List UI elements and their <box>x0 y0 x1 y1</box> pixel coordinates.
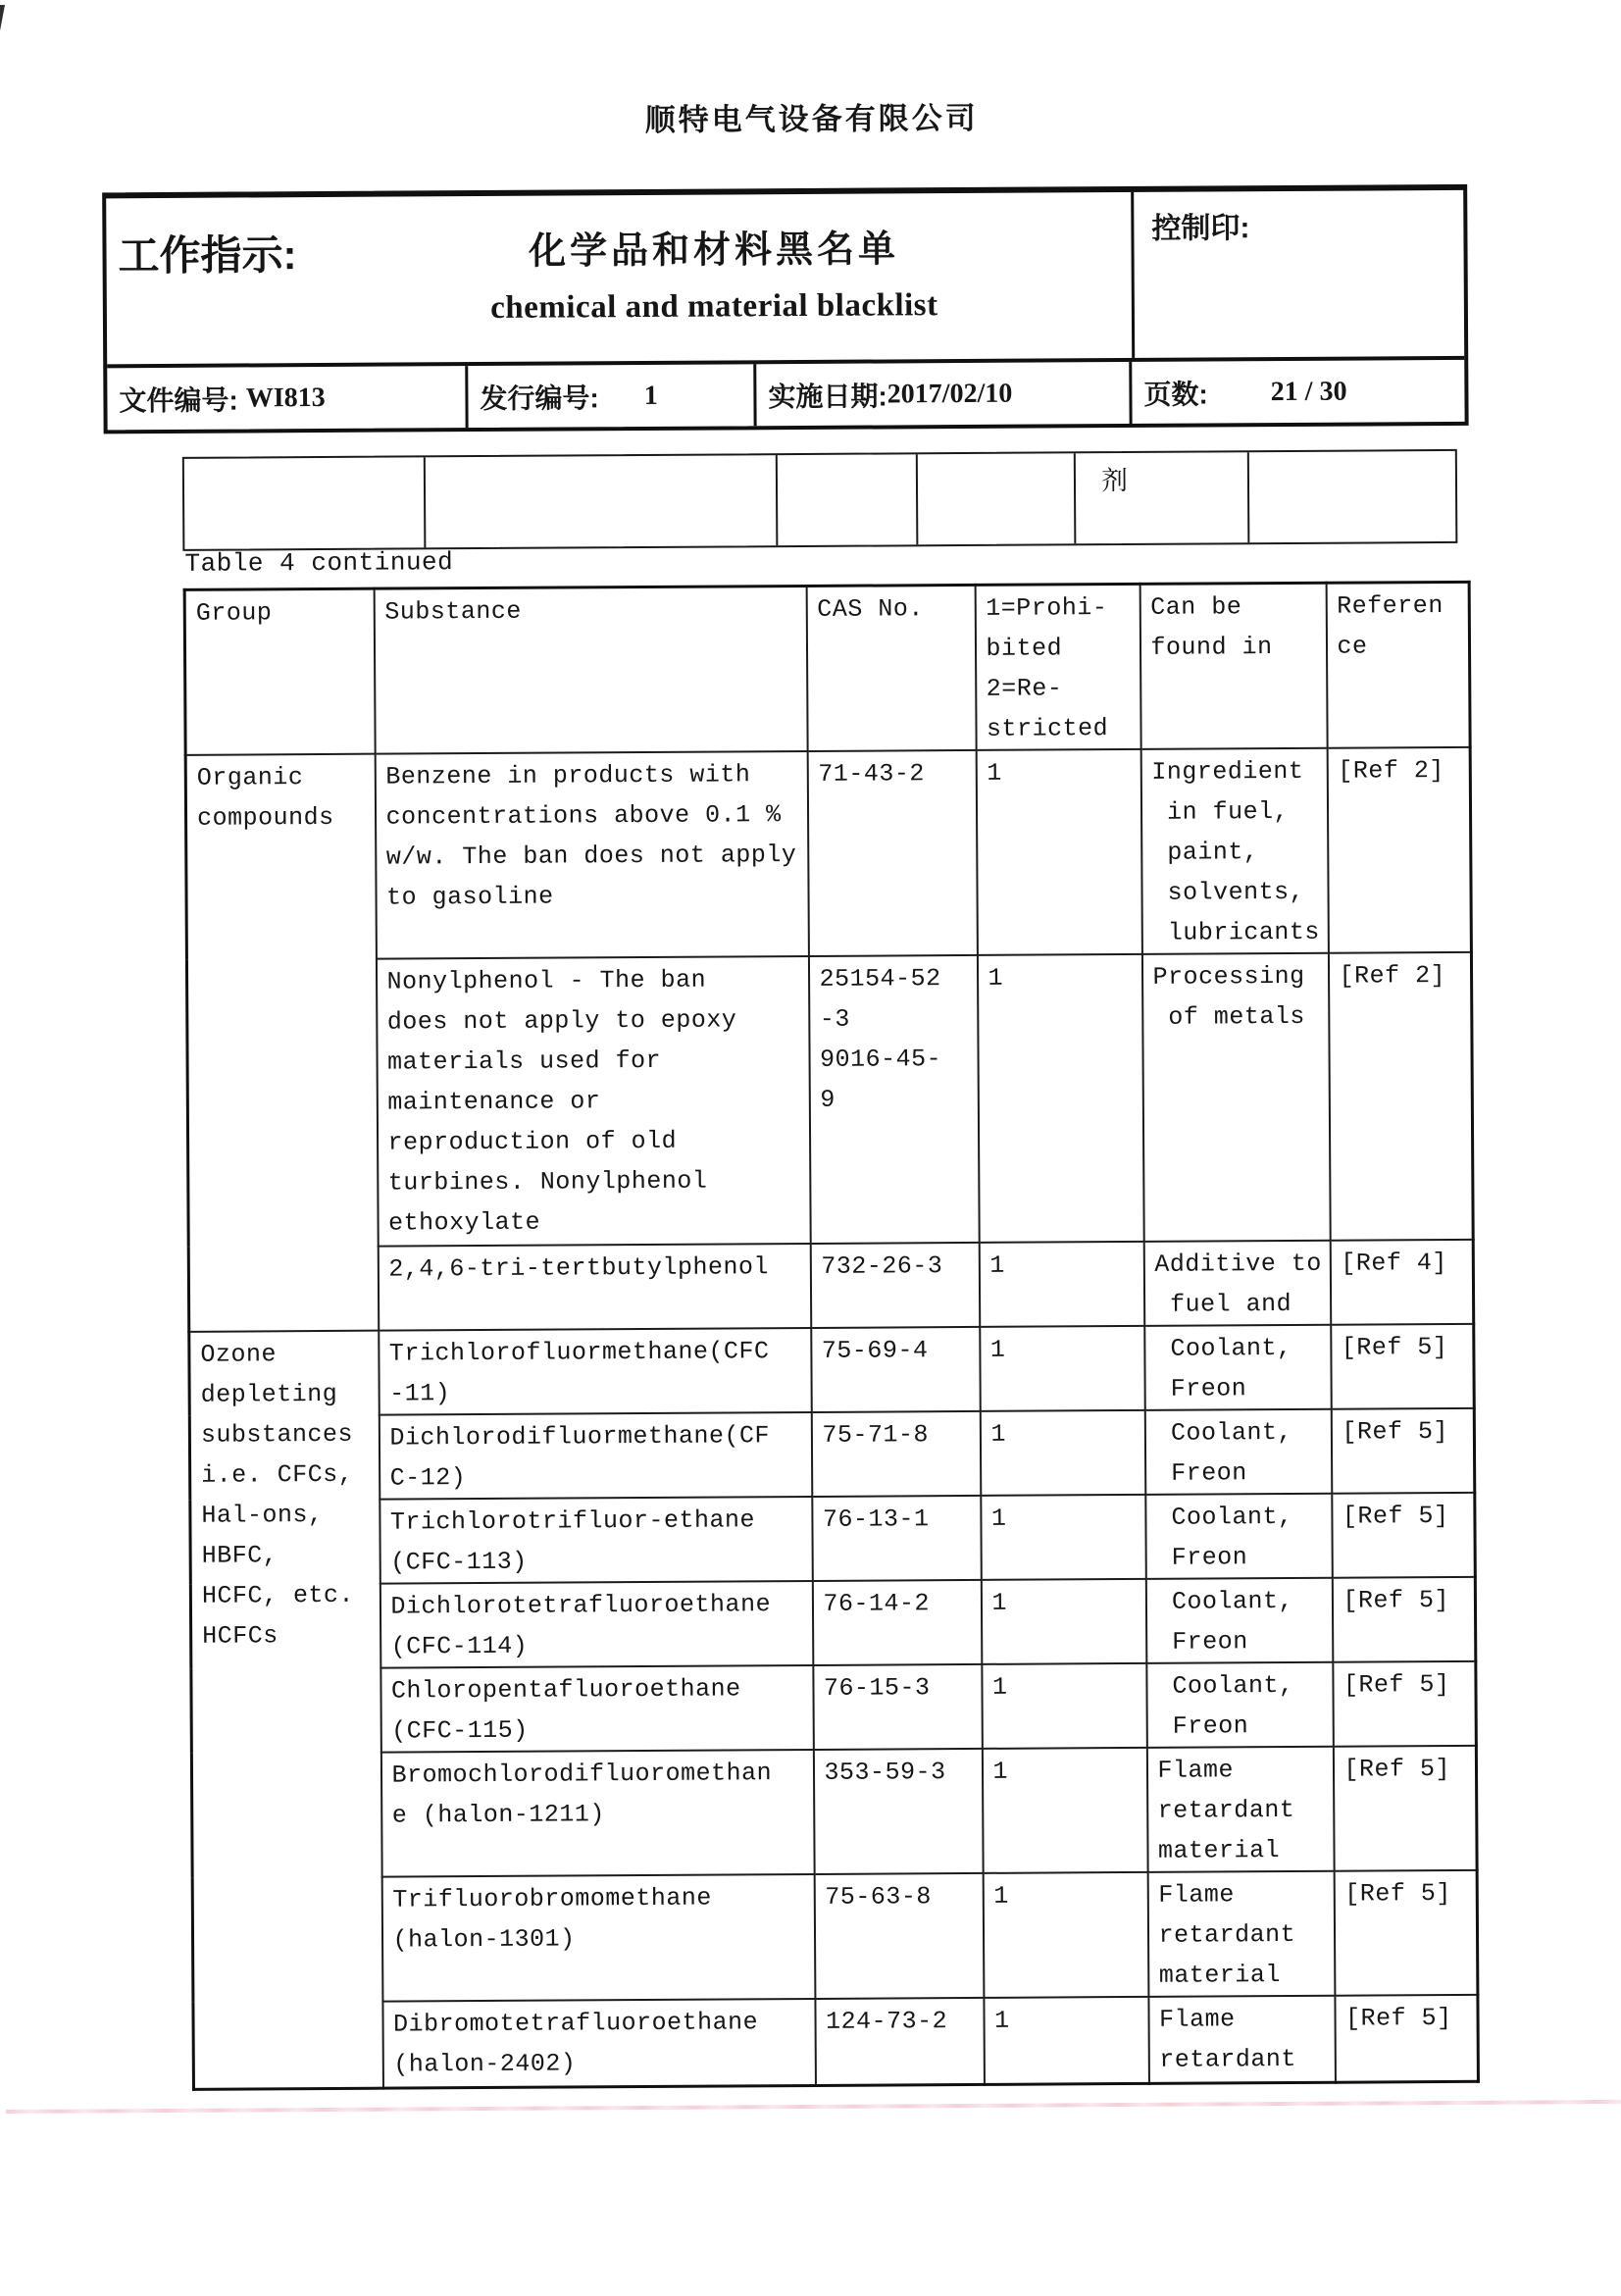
cell-reference: [Ref 4] <box>1330 1240 1474 1325</box>
col-header-found: Can be found in <box>1140 583 1327 749</box>
table-caption: Table 4 continued <box>184 547 454 579</box>
col-header-status: 1=Prohi- bited 2=Re- stricted <box>975 584 1140 750</box>
cell-found-in: Coolant, Freon <box>1146 1662 1334 1748</box>
issue-no-value: 1 <box>643 380 658 411</box>
issue-no-field <box>468 364 756 428</box>
cell-found-in: Coolant, Freon <box>1144 1325 1332 1410</box>
row-cfc-114 <box>190 1577 1476 1669</box>
cell-status: 1 <box>977 954 1143 1243</box>
group-cell-organic: Organic compounds <box>185 754 379 1332</box>
leftover-cell-1 <box>184 457 427 549</box>
cell-reference: [Ref 2] <box>1328 952 1473 1241</box>
row-cfc-12 <box>189 1408 1475 1501</box>
work-instruction-label: 工作指示: <box>118 231 297 280</box>
col-header-substance: Substance <box>374 586 807 753</box>
header-title-cell <box>106 192 1135 364</box>
cell-substance: Trifluorobromomethane (halon-1301) <box>381 1874 815 2002</box>
page-count-label: 页数: <box>1143 378 1208 410</box>
title-stack <box>296 228 1132 363</box>
cell-reference: [Ref 5] <box>1335 1995 1479 2082</box>
cell-cas: 124-73-2 <box>815 1998 985 2085</box>
cell-status: 1 <box>984 1997 1149 2084</box>
cell-reference: [Ref 5] <box>1333 1746 1477 1871</box>
control-print-label: 控制印: <box>1151 212 1250 245</box>
row-nonylphenol <box>186 952 1473 1248</box>
cell-cas: 71-43-2 <box>807 750 977 956</box>
cell-found-in: Coolant, Freon <box>1145 1578 1333 1663</box>
cell-reference: [Ref 5] <box>1331 1408 1475 1494</box>
row-cfc-11 <box>189 1324 1475 1416</box>
leftover-cell-2 <box>426 455 779 547</box>
cell-found-in: Coolant, Freon <box>1145 1494 1333 1579</box>
cell-substance: 2,4,6-tri-tertbutylphenol <box>378 1244 811 1331</box>
doc-no-value: WI813 <box>245 382 326 413</box>
page-count-value: 21 / 30 <box>1270 376 1347 407</box>
cell-reference: [Ref 2] <box>1327 747 1471 953</box>
cell-substance: Dibromotetrafluoroethane (halon-2402) <box>382 1999 816 2088</box>
cell-reference: [Ref 5] <box>1332 1577 1476 1662</box>
impl-date-field <box>756 362 1132 426</box>
cell-cas: 353-59-3 <box>813 1749 983 1874</box>
cell-substance: Trichlorotrifluor-ethane (CFC-113) <box>380 1497 813 1584</box>
cell-substance: Bromochlorodifluoromethan e (halon-1211) <box>380 1750 814 1877</box>
blacklist-table <box>183 581 1480 2090</box>
cell-cas: 75-69-4 <box>811 1327 981 1412</box>
row-tri-tertbutylphenol <box>188 1240 1474 1332</box>
cell-substance: Benzene in products with concentrations above 0.1 % w/w. The ban does not apply to gasoline <box>375 751 808 959</box>
row-halon-1211 <box>191 1746 1477 1878</box>
cell-found-in: Flame retardant material <box>1146 1747 1334 1872</box>
scan-red-line-artifact <box>6 2100 1621 2114</box>
page-count-field <box>1132 360 1464 424</box>
cell-reference: [Ref 5] <box>1334 1870 1478 1996</box>
col-header-group: Group <box>184 588 375 755</box>
cell-reference: [Ref 5] <box>1331 1324 1475 1409</box>
cell-status: 1 <box>982 1748 1147 1873</box>
cell-reference: [Ref 5] <box>1333 1661 1477 1747</box>
impl-date-value: 2017/02/10 <box>886 378 1013 409</box>
cell-status: 1 <box>976 749 1141 955</box>
cell-substance: Chloropentafluoroethane (CFC-115) <box>380 1665 814 1753</box>
group-cell-ozone: Ozone depleting substances i.e. CFCs, Hal-ons, HBFC, HCFC, etc. HCFCs <box>189 1331 383 2089</box>
cell-found-in: Ingredient in fuel, paint, solvents, lubricants <box>1140 748 1328 954</box>
cell-status: 1 <box>979 1242 1144 1327</box>
control-print-cell <box>1134 190 1464 358</box>
cell-status: 1 <box>980 1410 1145 1496</box>
cell-status: 1 <box>980 1326 1145 1411</box>
document-title-en: chemical and material blacklist <box>490 286 938 326</box>
document-title-zh: 化学品和材料黑名单 <box>528 229 900 273</box>
cell-found-in: Flame retardant <box>1148 1996 1336 2083</box>
cell-status: 1 <box>981 1495 1146 1580</box>
leftover-cell-4 <box>918 453 1077 544</box>
doc-no-field <box>107 366 468 430</box>
cell-cas: 75-63-8 <box>814 1873 984 1999</box>
row-cfc-113 <box>190 1493 1476 1585</box>
leftover-cell-5: 剂 <box>1076 452 1250 543</box>
leftover-table-row <box>182 449 1458 551</box>
header-meta-row <box>107 360 1464 430</box>
cell-cas: 76-15-3 <box>813 1664 983 1750</box>
cell-cas: 75-71-8 <box>811 1411 981 1497</box>
row-halon-1301 <box>192 1870 1478 2003</box>
table-header-row <box>184 582 1470 754</box>
cell-substance: Trichlorofluormethane(CFC -11) <box>379 1328 812 1415</box>
issue-no-label: 发行编号: <box>480 382 599 414</box>
cell-found-in: Processing of metals <box>1141 953 1330 1242</box>
cell-substance: Nonylphenol - The ban does not apply to epoxy materials used for maintenance or reproduction of old turbines. Nonylphenol ethoxylate <box>376 956 810 1247</box>
cell-status: 1 <box>983 1872 1148 1998</box>
company-name: 顺特电气设备有限公司 <box>644 100 979 137</box>
cell-status: 1 <box>981 1579 1146 1664</box>
scan-corner-artifact <box>0 5 5 50</box>
col-header-cas: CAS No. <box>806 585 976 751</box>
impl-date-label: 实施日期: <box>768 380 887 412</box>
cell-cas: 25154-52 -3 9016-45- 9 <box>808 955 979 1244</box>
doc-no-label: 文件编号: <box>119 384 238 416</box>
cell-cas: 732-26-3 <box>810 1243 980 1328</box>
document-header-box <box>102 184 1468 434</box>
cell-found-in: Coolant, Freon <box>1144 1409 1332 1495</box>
leftover-cell-3 <box>778 454 919 545</box>
cell-status: 1 <box>982 1663 1147 1749</box>
row-halon-2402 <box>193 1995 1479 2089</box>
cell-substance: Dichlorodifluormethane(CF C-12) <box>379 1412 812 1500</box>
col-header-reference: Referen ce <box>1326 582 1470 747</box>
cell-found-in: Additive to fuel and <box>1143 1241 1331 1326</box>
cell-reference: [Ref 5] <box>1332 1493 1476 1578</box>
cell-substance: Dichlorotetrafluoroethane (CFC-114) <box>380 1581 813 1668</box>
cell-cas: 76-13-1 <box>812 1496 982 1581</box>
row-cfc-115 <box>191 1661 1477 1754</box>
cell-cas: 76-14-2 <box>812 1580 982 1665</box>
cell-found-in: Flame retardant material <box>1147 1871 1335 1997</box>
leftover-cell-6 <box>1249 451 1456 542</box>
row-benzene <box>185 747 1471 960</box>
header-title-row <box>106 190 1464 368</box>
